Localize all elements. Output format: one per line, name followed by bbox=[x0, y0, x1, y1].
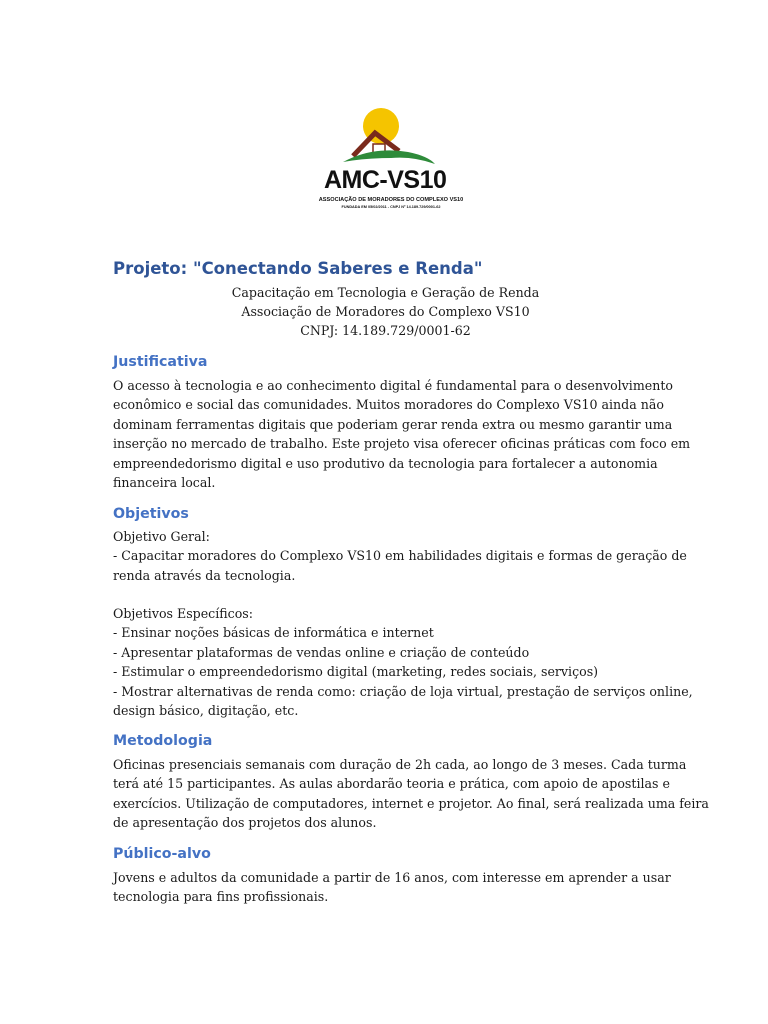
text-line: - Capacitar moradores do Complexo VS10 em habilidades digitais e formas de geração de bbox=[113, 548, 687, 564]
heading-justificativa: Justificativa bbox=[113, 354, 208, 370]
list-item: - Estimular o empreendedorismo digital (marketing, redes sociais, serviços) bbox=[113, 664, 599, 680]
text-line: inserção no mercado de trabalho. Este projeto visa oferecer oficinas práticas com foco em bbox=[113, 436, 691, 452]
justificativa-paragraph bbox=[113, 376, 691, 492]
text-line: exercícios. Utilização de computadores, internet e projetor. Ao final, será realizada uma feira bbox=[113, 795, 709, 811]
publico-alvo-paragraph bbox=[113, 868, 671, 907]
text-line: terá até 15 participantes. As aulas abordarão teoria e prática, com apoio de apostilas e bbox=[113, 776, 670, 792]
logo-title: AMC-VS10 bbox=[324, 166, 447, 194]
list-item: - Apresentar plataformas de vendas online e criação de conteúdo bbox=[113, 644, 530, 660]
text-line: econômico e social das comunidades. Muitos moradores do Complexo VS10 ainda não bbox=[113, 397, 664, 413]
heading-publico-alvo: Público-alvo bbox=[113, 846, 211, 862]
text-line: Jovens e adultos da comunidade a partir de 16 anos, com interesse em aprender a usar bbox=[113, 870, 671, 885]
heading-objetivos: Objetivos bbox=[113, 506, 189, 522]
list-item: - Ensinar noções básicas de informática e internet bbox=[113, 625, 434, 641]
subheader-line-1: Capacitação em Tecnologia e Geração de Renda bbox=[231, 285, 540, 300]
text-line: renda através da tecnologia. bbox=[113, 567, 296, 583]
text-line: O acesso à tecnologia e ao conhecimento digital é fundamental para o desenvolvimento bbox=[113, 378, 673, 393]
logo-founded: FUNDADA EM 05/02/2011 - CNPJ Nº 14.189.729/0001-62 bbox=[341, 205, 441, 209]
text-line: dominam ferramentas digitais que poderiam gerar renda extra ou mesmo garantir uma bbox=[113, 416, 673, 432]
metodologia-paragraph bbox=[113, 755, 709, 833]
list-item: - Mostrar alternativas de renda como: criação de loja virtual, prestação de serviços online, bbox=[113, 683, 693, 699]
text-line: empreendedorismo digital e uso produtivo da tecnologia para fortalecer a autonomia bbox=[113, 455, 658, 471]
objetivo-geral-label: Objetivo Geral: bbox=[113, 529, 210, 544]
heading-metodologia: Metodologia bbox=[113, 733, 213, 749]
text-line: tecnologia para fins profissionais. bbox=[113, 889, 329, 905]
amc-vs10-logo bbox=[303, 106, 478, 214]
sun-house-icon bbox=[303, 106, 478, 168]
list-item: design básico, digitação, etc. bbox=[113, 703, 299, 719]
logo-subtitle: ASSOCIAÇÃO DE MORADORES DO COMPLEXO VS10 bbox=[318, 197, 464, 203]
text-line: financeira local. bbox=[113, 475, 216, 491]
subheader-line-2: Associação de Moradores do Complexo VS10 bbox=[241, 304, 530, 319]
subheader-line-3: CNPJ: 14.189.729/0001-62 bbox=[300, 323, 471, 338]
objetivos-especificos-paragraph bbox=[113, 604, 693, 720]
document-title: Projeto: "Conectando Saberes e Renda" bbox=[113, 259, 483, 278]
objetivo-geral-paragraph bbox=[113, 527, 687, 585]
text-line: Oficinas presenciais semanais com duração de 2h cada, ao longo de 3 meses. Cada turma bbox=[113, 757, 687, 772]
text-line: de apresentação dos projetos dos alunos. bbox=[113, 815, 377, 831]
objetivos-especificos-label: Objetivos Específicos: bbox=[113, 606, 253, 621]
